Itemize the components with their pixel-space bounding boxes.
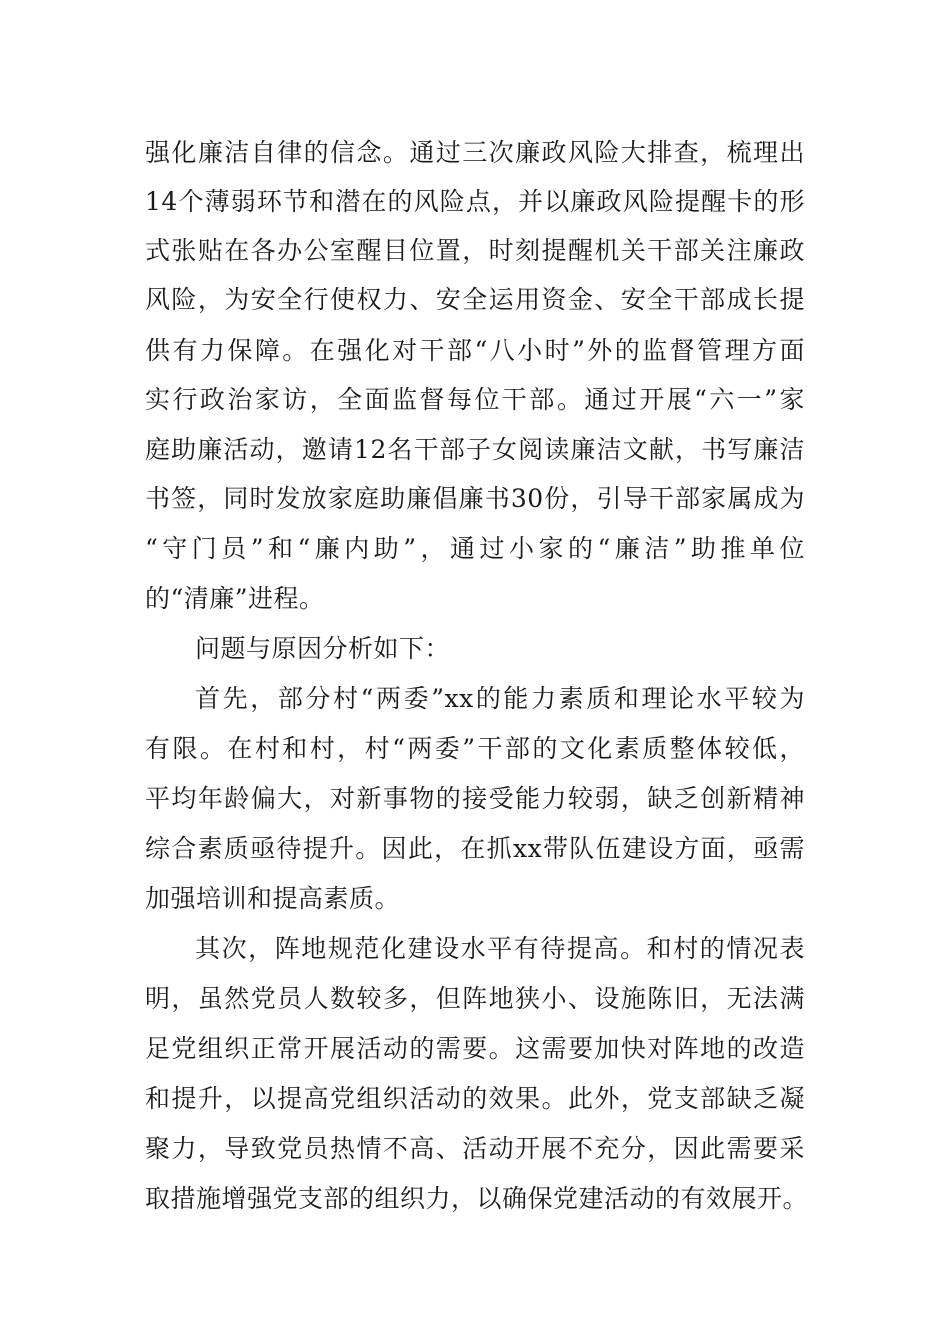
paragraph-line: 强化廉洁自律的信念。通过三次廉政风险大排查，梳理出 <box>145 138 805 167</box>
paragraph-line: 有限。在村和村，村“两委”干部的文化素质整体较低， <box>145 734 805 763</box>
paragraph-line: 风险，为安全行使权力、安全运用资金、安全干部成长提 <box>145 285 805 314</box>
paragraph-line: 14个薄弱环节和潜在的风险点，并以廉政风险提醒卡的形 <box>145 187 805 216</box>
paragraph-line: 庭助廉活动，邀请12名干部子女阅读廉洁文献，书写廉洁 <box>145 435 805 464</box>
paragraph-line: 足党组织正常开展活动的需要。这需要加快对阵地的改造 <box>145 1034 805 1063</box>
paragraph-first-line: 其次，阵地规范化建设水平有待提高。和村的情况表 <box>195 934 805 963</box>
paragraph-first-line: 首先，部分村“两委”xx的能力素质和理论水平较为 <box>195 684 805 713</box>
paragraph-line: “守门员”和“廉内助”，通过小家的“廉洁”助推单位 <box>145 534 805 563</box>
paragraph-line: 供有力保障。在强化对干部“八小时”外的监督管理方面 <box>145 336 805 365</box>
paragraph-line: 式张贴在各办公室醒目位置，时刻提醒机关干部关注廉政 <box>145 236 805 265</box>
paragraph-line: 明，虽然党员人数较多，但阵地狭小、设施陈旧，无法满 <box>145 984 805 1013</box>
paragraph-line: 实行政治家访，全面监督每位干部。通过开展“六一”家 <box>145 385 805 414</box>
paragraph-line: 加强培训和提高素质。 <box>145 884 401 913</box>
paragraph-line: 综合素质亟待提升。因此，在抓xx带队伍建设方面，亟需 <box>145 834 805 863</box>
paragraph-line: 的“清廉”进程。 <box>145 584 325 613</box>
section-heading: 问题与原因分析如下： <box>195 634 451 663</box>
paragraph-line: 聚力，导致党员热情不高、活动开展不充分，因此需要采 <box>145 1134 805 1163</box>
paragraph-line: 书签，同时发放家庭助廉倡廉书30份，引导干部家属成为 <box>145 484 805 513</box>
paragraph-line: 取措施增强党支部的组织力，以确保党建活动的有效展开。 <box>145 1184 809 1213</box>
paragraph-line: 平均年龄偏大，对新事物的接受能力较弱，缺乏创新精神 <box>145 784 805 813</box>
paragraph-line: 和提升，以提高党组织活动的效果。此外，党支部缺乏凝 <box>145 1084 805 1113</box>
